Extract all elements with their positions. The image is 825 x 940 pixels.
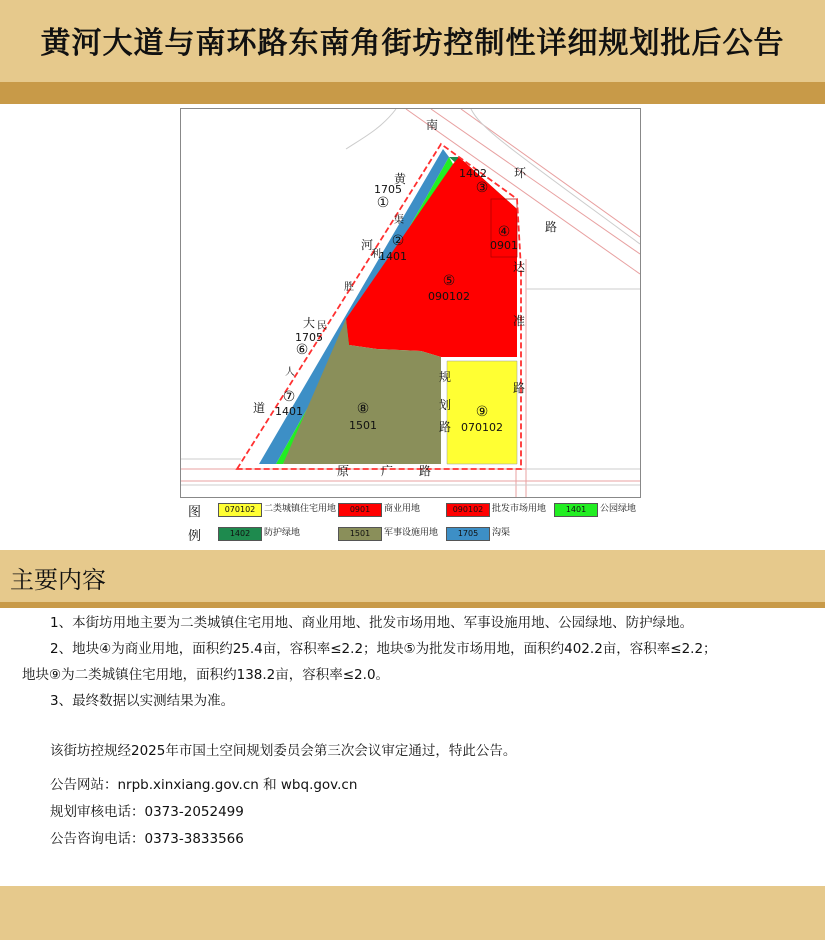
road-label-huang: 黄 — [394, 172, 407, 186]
parcel-label-3-num: ③ — [475, 180, 489, 196]
title-bar — [0, 0, 825, 83]
road-label-yuan: 原 — [337, 464, 350, 478]
content-paragraph-3: 3、最终数据以实测结果为准。 — [50, 693, 235, 709]
road-label-dadao-da: 大 — [303, 316, 316, 330]
legend-swatch: 1401 — [554, 503, 598, 517]
legend-title-1: 图 — [188, 505, 202, 520]
road-label-gui: 规 — [439, 370, 452, 384]
road-label-guang: 广 — [381, 464, 394, 478]
content-paragraph-2b: 地块⑨为二类城镇住宅用地，面积约138.2亩，容积率≤2.0。 — [22, 667, 390, 683]
road-label-huan: 环 — [514, 166, 527, 180]
content-paragraph-1: 1、本街坊用地主要为二类城镇住宅用地、商业用地、批发市场用地、军事设施用地、公园绿地、防护绿地。 — [50, 615, 694, 631]
legend-title-2: 例 — [188, 529, 202, 544]
legend-swatch: 1402 — [218, 527, 262, 541]
review-phone: 规划审核电话：0373-2052499 — [50, 804, 244, 820]
road-label-hua-lu: 路 — [439, 420, 452, 434]
legend-label: 军事设施用地 — [384, 528, 439, 538]
road-label-hua: 划 — [439, 398, 452, 412]
notice-website: 公告网站：nrpb.xinxiang.gov.cn 和 wbq.gov.cn — [50, 777, 358, 793]
legend-label: 商业用地 — [384, 504, 421, 514]
planning-map-svg — [181, 109, 640, 497]
parcel-label-4-num: ④ — [497, 224, 511, 240]
consult-phone: 公告咨询电话：0373-3833566 — [50, 831, 244, 847]
content-paragraph-2a: 2、地块④为商业用地，面积约25.4亩，容积率≤2.2；地块⑤为批发市场用地，面积约402.2亩，容积率≤2.2； — [50, 641, 717, 657]
parcel-label-7-num: ⑦ — [282, 389, 296, 405]
approval-notice: 该街坊控规经2025年市国土空间规划委员会第三次会议审定通过，特此公告。 — [50, 743, 517, 759]
road-label-zhun: 准 — [513, 314, 526, 328]
parcel-label-3-code: 1402 — [459, 167, 487, 180]
footer-bar — [0, 886, 825, 940]
road-label-dadao-dao: 道 — [253, 401, 266, 415]
legend-swatch: 070102 — [218, 503, 262, 517]
road-label-zhun-lu: 路 — [513, 381, 526, 395]
section-bar — [0, 550, 825, 602]
road-label-lu: 路 — [545, 220, 558, 234]
map-legend — [180, 497, 640, 545]
page-title: 黄河大道与南环路东南角街坊控制性详细规划批后公告 — [40, 26, 785, 61]
header-divider-band — [0, 82, 825, 104]
parcel-label-8-code: 1501 — [349, 419, 377, 432]
parcel-label-6-num: ⑥ — [295, 342, 309, 358]
parcel-label-1-num: ① — [376, 195, 390, 211]
parcel-label-2-code: 1401 — [379, 250, 407, 263]
road-label-min: 民 — [317, 321, 327, 332]
legend-label: 防护绿地 — [264, 528, 301, 538]
parcel-label-7-code: 1401 — [275, 405, 303, 418]
legend-label: 沟渠 — [492, 528, 511, 538]
legend-label: 批发市场用地 — [492, 504, 547, 514]
legend-swatch: 090102 — [446, 503, 490, 517]
planning-map — [180, 108, 641, 498]
parcel-label-2-num: ② — [391, 233, 405, 249]
legend-swatch: 1501 — [338, 527, 382, 541]
section-divider-band — [0, 602, 825, 608]
parcel-label-8-num: ⑧ — [356, 401, 370, 417]
parcel-label-5-code: 090102 — [428, 290, 470, 303]
parcel-label-1-code: 1705 — [374, 183, 402, 196]
legend-swatch: 1705 — [446, 527, 490, 541]
road-label-ren: 人 — [285, 367, 295, 378]
parcel-label-9-num: ⑨ — [475, 404, 489, 420]
legend-label: 二类城镇住宅用地 — [264, 504, 337, 514]
road-label-yuan-lu: 路 — [419, 464, 432, 478]
road-label-nan: 南 — [426, 118, 439, 132]
parcel-label-9-code: 070102 — [461, 421, 503, 434]
road-label-he: 河 — [361, 238, 374, 252]
parcel-label-5-num: ⑤ — [442, 273, 456, 289]
parcel-label-6-code: 1705 — [295, 331, 323, 344]
section-title: 主要内容 — [10, 566, 106, 594]
road-label-da: 达 — [513, 260, 526, 274]
legend-swatch: 0901 — [338, 503, 382, 517]
road-label-li: 利 — [371, 249, 381, 260]
road-label-sheng: 胜 — [344, 282, 354, 293]
parcel-label-4-code: 0901 — [490, 239, 518, 252]
road-label-qu: 渠 — [394, 215, 404, 226]
legend-label: 公园绿地 — [600, 504, 637, 514]
